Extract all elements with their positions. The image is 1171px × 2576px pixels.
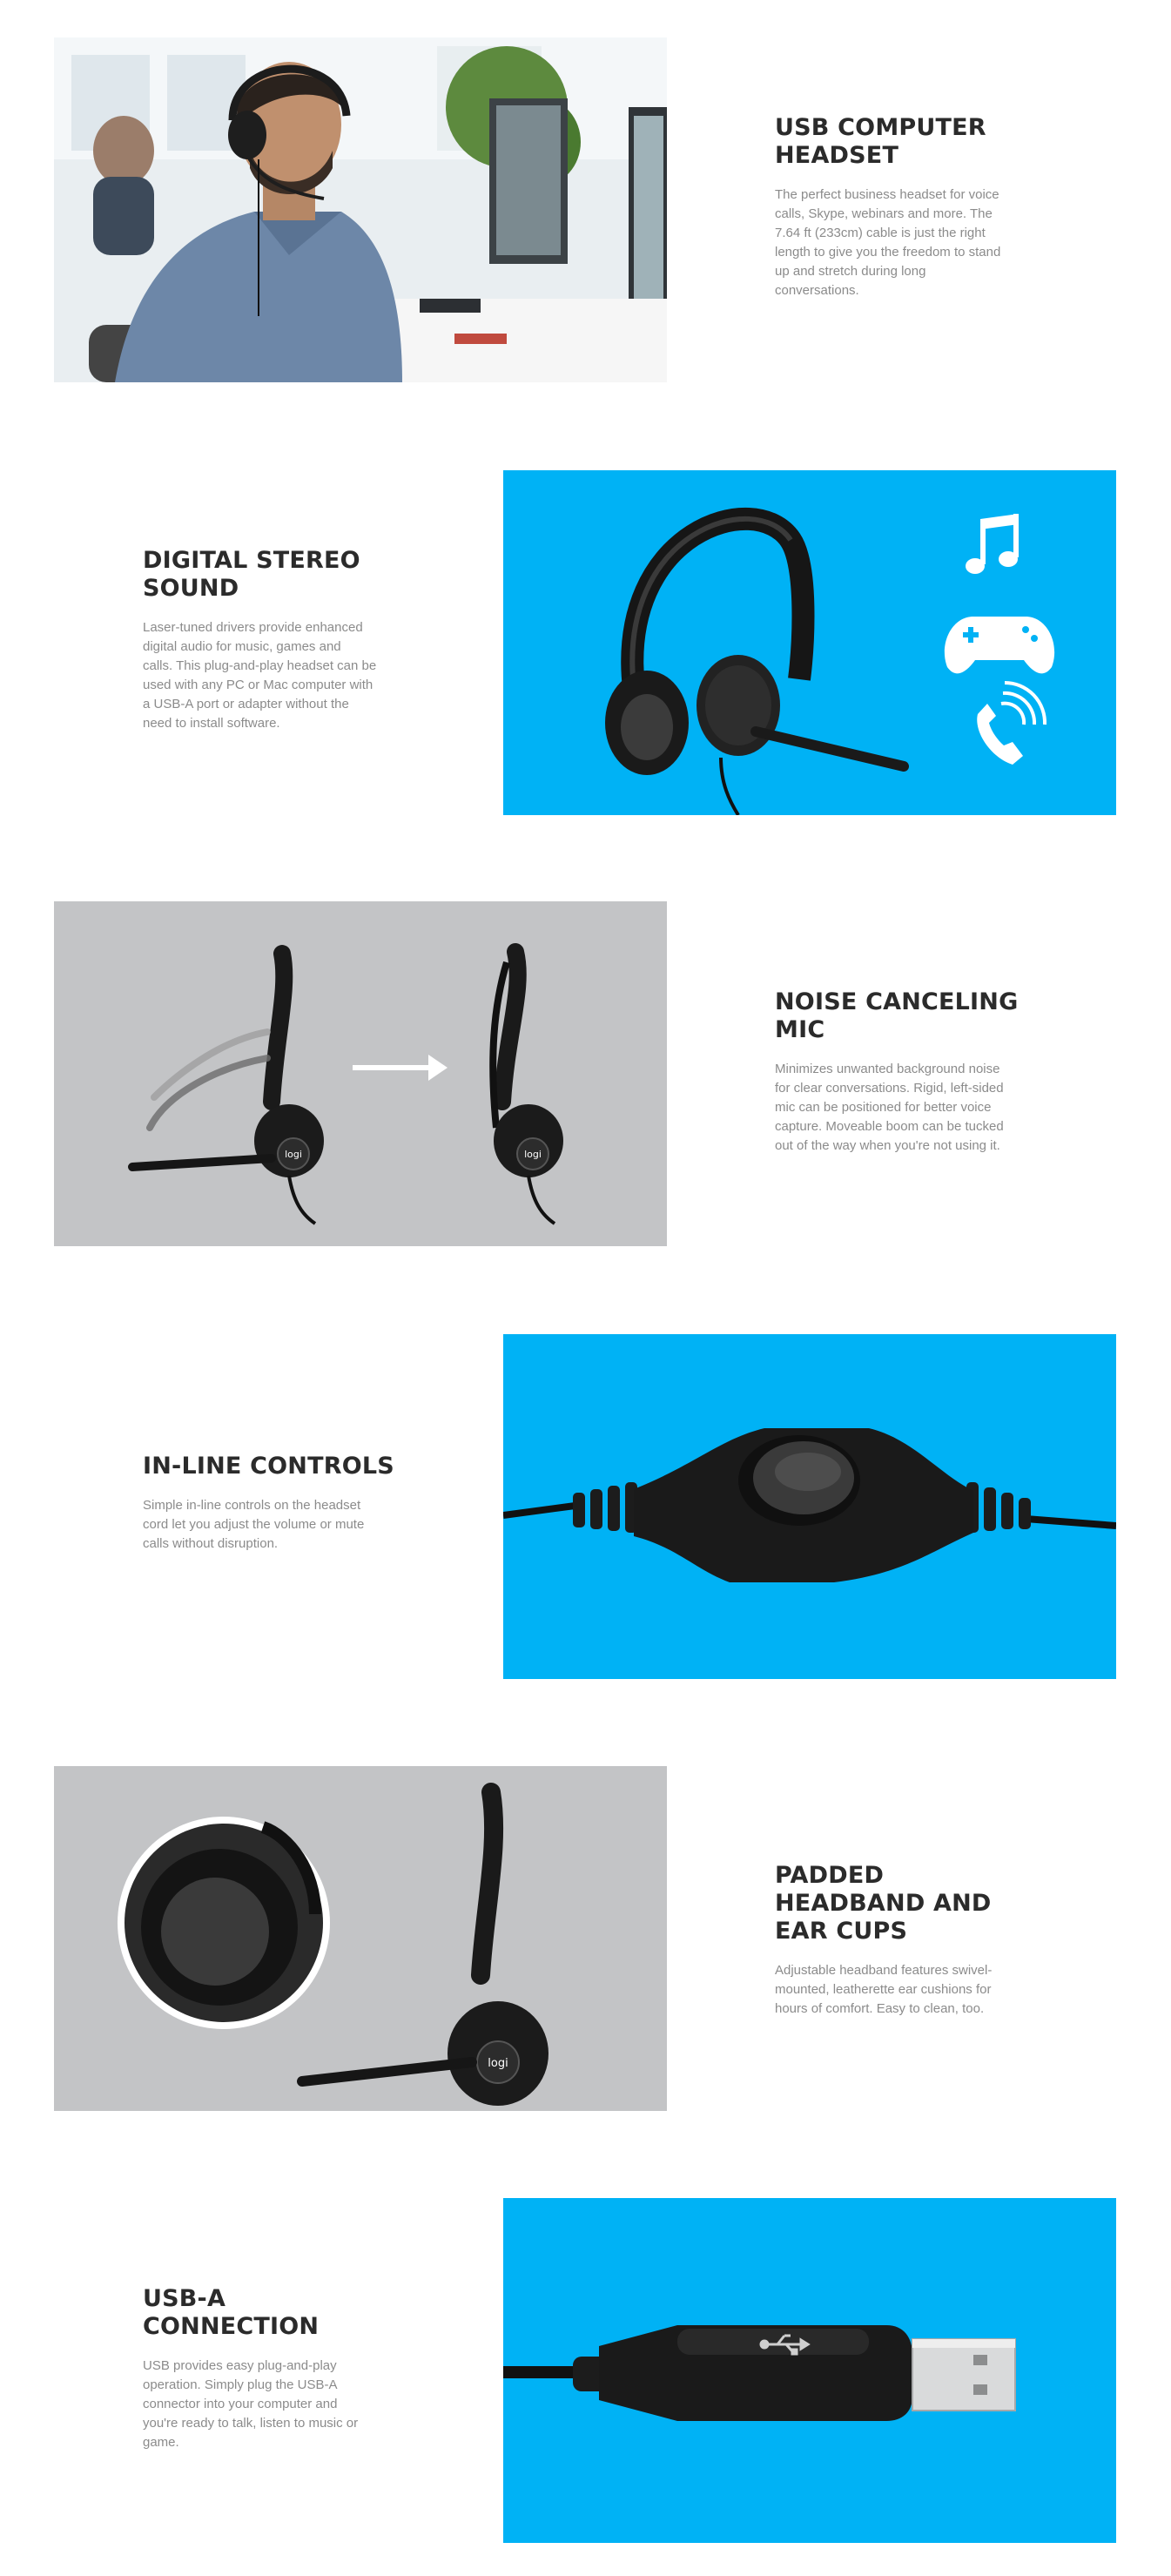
feature-text: [775, 988, 1036, 1156]
feature-usb-a-connection: [0, 2198, 1171, 2543]
feature-title: DIGITAL STEREO SOUND: [143, 547, 360, 602]
feature-description: Adjustable headband features swivel- mounted, leatherette ear cushions for hours of comfort. Easy to clean, too.: [775, 1963, 993, 2016]
headset-audio-panel: [503, 470, 1116, 815]
feature-in-line-controls: [0, 1334, 1171, 1679]
feature-padded-headband: [0, 1766, 1171, 2111]
feature-text: [143, 1453, 404, 1554]
ear-cup-panel: [54, 1766, 667, 2111]
feature-description: USB provides easy plug-and-play operation. Simply plug the USB-A connector into your computer and you're ready to talk, listen to music or game.: [143, 2358, 359, 2450]
mic-boom-panel: [54, 901, 667, 1246]
feature-noise-canceling-mic: [0, 901, 1171, 1246]
feature-title: USB COMPUTER HEADSET: [775, 114, 986, 169]
feature-description: Minimizes unwanted background noise for clear conversations. Rigid, left-sided mic can be positioned for better voice capture. Moveable boom can be tucked out of the way when you're not using it.: [775, 1062, 1004, 1153]
feature-description: Simple in-line controls on the headset cord let you adjust the volume or mute calls without disruption.: [143, 1498, 365, 1551]
feature-title: IN-LINE CONTROLS: [143, 1453, 394, 1480]
feature-title: NOISE CANCELING MIC: [775, 988, 1019, 1043]
inline-controls-panel: [503, 1334, 1116, 1679]
feature-text: [775, 1862, 1036, 2019]
feature-digital-stereo-sound: [0, 470, 1171, 815]
feature-usb-computer-headset: [0, 37, 1171, 382]
office-worker-photo: [54, 37, 667, 382]
feature-title: PADDED HEADBAND AND EAR CUPS: [775, 1862, 992, 1945]
logi-logo: logi: [524, 1149, 542, 1160]
logi-logo: logi: [488, 2057, 508, 2070]
usb-connector-panel: [503, 2198, 1116, 2543]
feature-description: Laser-tuned drivers provide enhanced digital audio for music, games and calls. This plug-and-play headset can be used with any PC or Mac computer with a USB-A port or adapter without the need to install software.: [143, 620, 377, 731]
feature-title: USB-A CONNECTION: [143, 2285, 320, 2340]
feature-description: The perfect business headset for voice calls, Skype, webinars and more. The 7.64 ft (233cm) cable is just the right length to give you the freedom to stand up and stretch during long conversations.: [775, 187, 1001, 298]
feature-text: [143, 547, 404, 733]
logi-logo: logi: [285, 1149, 302, 1160]
feature-text: [775, 114, 1036, 300]
ear-cushion-closeup-image: [118, 1817, 330, 2029]
feature-text: [143, 2285, 404, 2452]
